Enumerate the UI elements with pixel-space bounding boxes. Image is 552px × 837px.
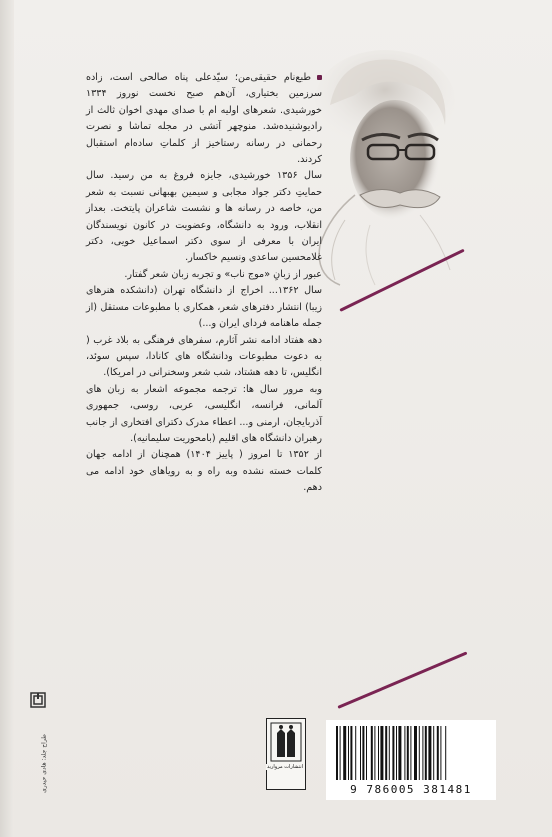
biography-paragraph: دهه هفتاد ادامه نشر آثارم، سفرهای فرهنگی به بلاد غرب ( به دعوت مطبوعات ودانشگاه های کانادا، سپس سوئد، انگلیس، تا دهه هشتاد، شب شعر وسخنرانی در امریکا). <box>86 334 322 379</box>
barcode-bar <box>410 726 411 780</box>
barcode-bar <box>360 726 361 780</box>
biography-paragraph: عبور از زبانِ «موج ناب» و تجربه زبان شعر گفتار. <box>124 268 322 280</box>
barcode-bar <box>355 726 356 780</box>
barcode-bar <box>366 726 367 780</box>
publisher-logo <box>266 718 306 790</box>
barcode-bar <box>440 726 441 780</box>
barcode-bar <box>404 726 405 780</box>
biography-paragraph: وبه مرور سال ها: ترجمه مجموعه اشعار به زبان های آلمانی، فرانسه، انگلیسی، عربی، روسی، جمهوری آذربایجان، ارمنی و... اعطاء مدرک دکترای افتخاری از جانب رهبران دانشگاه های اقلیم (بامحوریت سلیمانیه). <box>86 383 322 444</box>
barcode-bar <box>348 726 349 780</box>
biography-paragraph: سال ۱۳۵۶ خورشیدی، جایزه فروغ به من رسید. سال حمایتِ دکتر جواد مجابی و سیمین بهبهانی نسبت به شعر من، خاصه در رسانه ها و نشست شاعران پایتخت. بعداز انقلاب، ورود به دانشگاه، وعضویت در کانون نویسندگان ایران با معرفی از سوی دکتر اسماعیل خویی، دکتر غلامحسین ساعدی ونسیم خاکسار. <box>86 170 322 264</box>
barcode-bar <box>433 726 434 780</box>
barcode-bar <box>362 726 364 780</box>
barcode-bar <box>389 726 390 780</box>
barcode-bar <box>414 726 417 780</box>
publisher-name: انتشارات مروارید <box>266 764 304 770</box>
barcode-bar <box>428 726 431 780</box>
barcode-bar <box>343 726 346 780</box>
biography-paragraph: سال ۱۳۶۲... اخراج از دانشگاه تهران (دانشکده هنرهای زیبا) انتشار دفترهای شعر، همکاری با مطبوعات مستقل (از جمله ماهنامه فردای ایران و...) <box>86 285 322 330</box>
barcode-bar <box>437 726 439 780</box>
barcode-bar <box>374 726 375 780</box>
spine-edge <box>0 0 14 837</box>
barcode-bar <box>378 726 379 780</box>
barcode-bar <box>380 726 383 780</box>
poet-portrait-illustration <box>300 45 460 290</box>
barcode-bar <box>407 726 409 780</box>
designer-credit-text: طراح جلد: هادی حیدری <box>40 734 48 793</box>
barcode-bar <box>398 726 401 780</box>
barcode-bar <box>336 726 338 780</box>
barcode-bar <box>419 726 420 780</box>
biography-paragraph: طبع‌نام حقیقی‌من؛ سیّدعلی پناه صالحی است، زاده سرزمین بختیاری، آن‌هم صبح نخست نوروز ۱۳۳۴ خورشیدی. شعرهای اولیه ام با صدای مهدی اخوان ثالث از رادیوشنیده‌شد. منوچهر آتشی در مجله تماشا و نصرت رحمانی در رسانه رستاخیز از کلماتِ ساده‌ام استقبال کردند. <box>86 72 322 166</box>
isbn-number: 9 786005 381481 <box>350 783 472 796</box>
designer-logo-icon <box>30 692 46 708</box>
barcode-bar <box>396 726 397 780</box>
publisher-figures-icon <box>267 719 305 765</box>
barcode-bar <box>350 726 352 780</box>
barcode-bar <box>445 726 446 780</box>
biography-text <box>86 70 322 497</box>
bullet-marker <box>317 75 322 80</box>
cover-designer-credit <box>22 692 62 822</box>
barcode-bar <box>371 726 373 780</box>
isbn-barcode <box>326 720 496 800</box>
barcode-bars <box>334 726 488 782</box>
biography-paragraph: از ۱۳۵۲ تا امروز ( پاییز ۱۴۰۴) همچنان از ادامه جهان کلمات خسته نشده وبه راه و به رویاهای خود ادامه می دهم. <box>86 449 322 494</box>
barcode-bar <box>422 726 423 780</box>
barcode-bar <box>340 726 341 780</box>
decorative-slash-line <box>337 651 467 708</box>
barcode-bar <box>385 726 387 780</box>
barcode-bar <box>425 726 427 780</box>
barcode-bar <box>392 726 394 780</box>
